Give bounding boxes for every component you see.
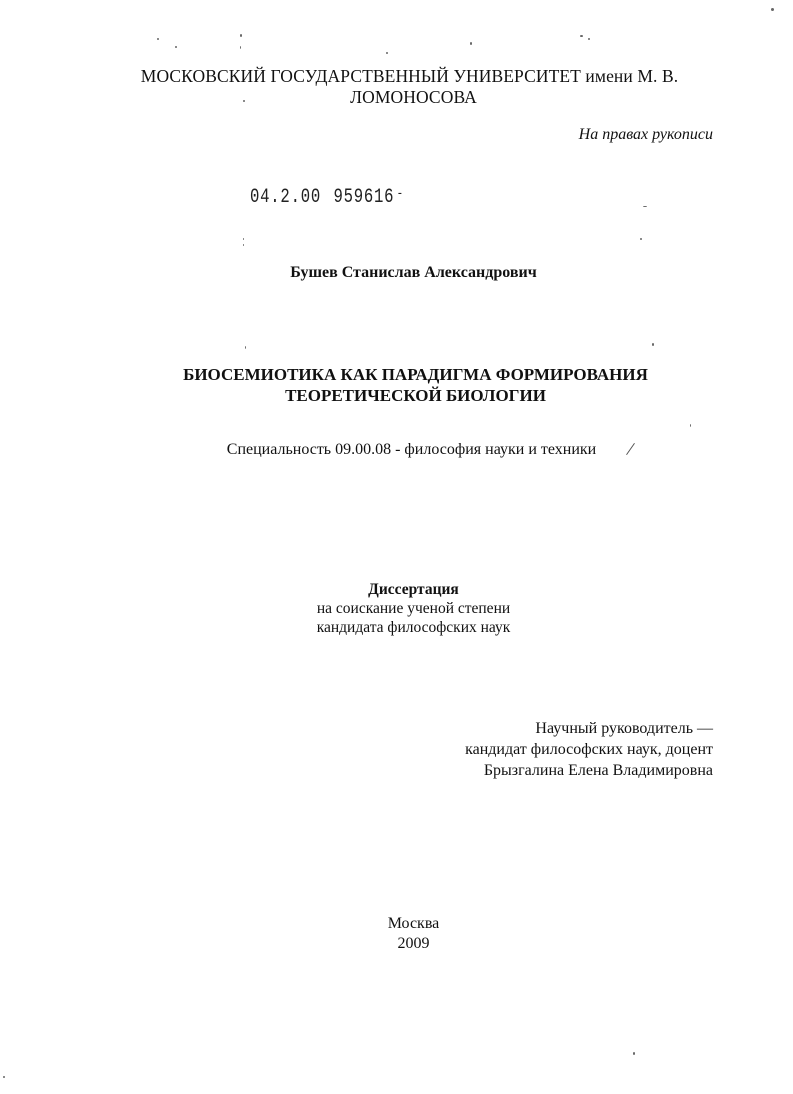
author-name: Бушев Станислав Александрович	[290, 264, 537, 281]
scan-speck	[243, 238, 244, 240]
scan-speck	[771, 8, 774, 11]
supervisor-line-1: Научный руководитель —	[535, 720, 713, 737]
scan-speck	[175, 46, 177, 48]
scan-speck	[240, 34, 242, 37]
scan-speck	[588, 38, 590, 40]
stamp-part-2: 959616	[333, 186, 395, 209]
supervisor-line-2: кандидат философских наук, доцент	[465, 741, 713, 758]
dissertation-title	[0, 364, 793, 406]
dissertation-block	[0, 580, 793, 637]
scan-speck	[243, 244, 244, 246]
year: 2009	[397, 935, 430, 952]
university-line-2: ЛОМОНОСОВА	[350, 87, 477, 107]
scan-speck	[470, 42, 472, 45]
dissertation-heading: Диссертация	[368, 581, 459, 598]
scan-speck	[633, 1052, 635, 1055]
speciality-line: Специальность 09.00.08 - философия науки и техники	[226, 441, 597, 458]
scan-speck	[643, 206, 647, 207]
university-header	[0, 66, 793, 108]
supervisor-block	[465, 718, 713, 781]
library-stamp-number	[250, 186, 404, 209]
stamp-mark: -	[396, 186, 405, 202]
scan-speck	[240, 46, 241, 49]
title-line-2: ТЕОРЕТИЧЕСКОЙ БИОЛОГИИ	[285, 386, 546, 405]
scan-speck	[690, 424, 691, 427]
scan-speck	[580, 35, 583, 37]
scan-speck	[652, 343, 654, 346]
supervisor-line-3: Брызгалина Елена Владимировна	[483, 762, 713, 779]
dissertation-line-1: на соискание ученой степени	[316, 600, 511, 617]
city: Москва	[387, 915, 440, 932]
scan-speck	[157, 38, 159, 40]
scan-speck	[640, 238, 642, 240]
university-line-1: МОСКОВСКИЙ ГОСУДАРСТВЕННЫЙ УНИВЕРСИТЕТ имени М. В.	[140, 66, 679, 86]
scan-speck	[386, 52, 388, 54]
stamp-part-1: 04.2.00	[250, 186, 321, 209]
scan-speck	[245, 346, 246, 349]
title-line-1: БИОСЕМИОТИКА КАК ПАРАДИГМА ФОРМИРОВАНИЯ	[183, 365, 648, 384]
dissertation-line-2: кандидата философских наук	[316, 619, 511, 636]
rights-note: На правах рукописи	[578, 126, 713, 143]
scan-speck	[3, 1076, 5, 1078]
city-year-block	[0, 914, 793, 954]
